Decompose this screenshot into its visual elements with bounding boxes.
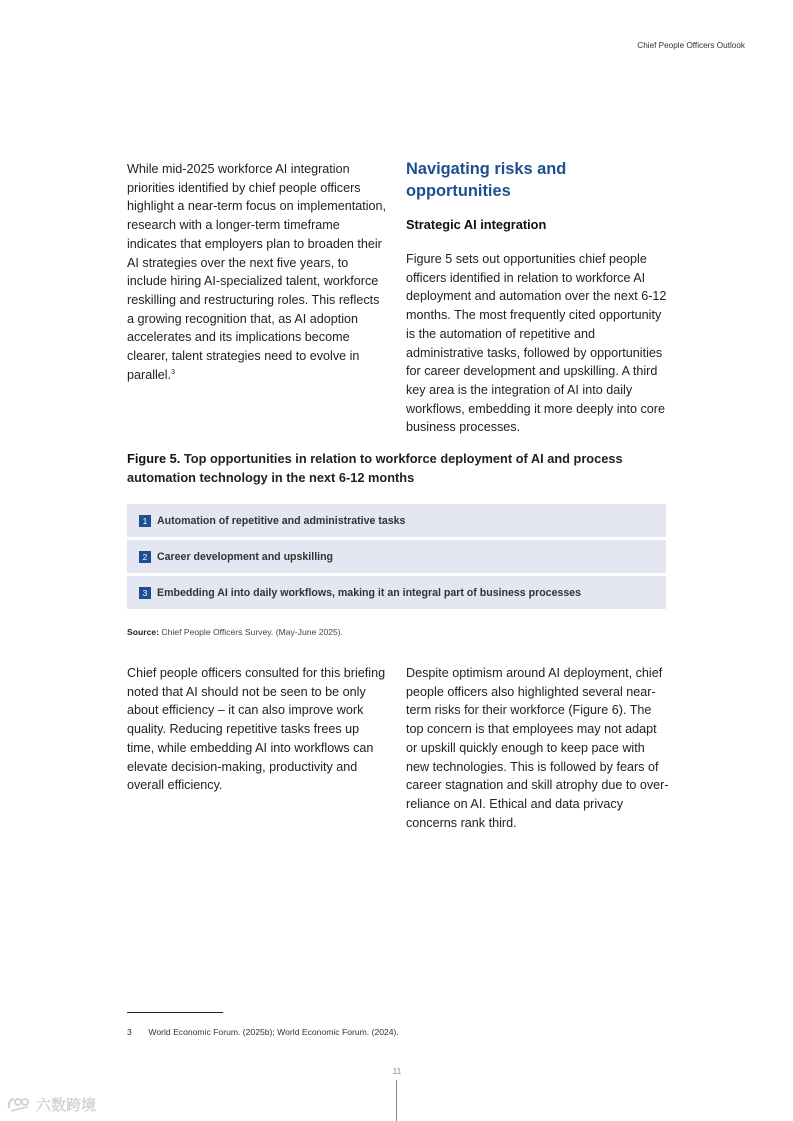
figure-source	[127, 627, 343, 637]
intro-left-column	[127, 160, 387, 384]
body-right-paragraph: Despite optimism around AI deployment, chief people officers also highlighted several near-term risks for their workforce (Figure 6). The top concern is that employees may not adapt or upskill quickly enough to keep pace with new technologies. This is followed by fears of career stagnation and skill atrophy due to over-reliance on AI. Ethical and data privacy concerns rank third.	[406, 666, 669, 830]
running-header-title: Chief People Officers Outlook	[637, 41, 745, 50]
figure-caption: Top opportunities in relation to workforce deployment of AI and process automation technology in the next 6-12 months	[127, 451, 623, 485]
figure-label: Figure 5.	[127, 451, 181, 466]
watermark-logo-icon	[6, 1096, 32, 1114]
intro-left-paragraph: While mid-2025 workforce AI integration priorities identified by chief people officers highlight a near-term focus on implementation, research with a longer-term timeframe indicates that employers plan to broaden their AI strategies over the next five years, to include hiring AI-specialized talent, workforce reskilling and restructuring roles. This reflects a growing recognition that, as AI adoption accelerates and its implications become clearer, talent strategies need to evolve in parallel.$^3$	[127, 162, 387, 382]
list-item	[127, 504, 666, 537]
opportunities-list	[127, 504, 666, 612]
intro-right-paragraph: Figure 5 sets out opportunities chief people officers identified in relation to workforce AI deployment and automation over the next 6-12 months. The most frequently cited opportunity is the automation of repetitive and administrative tasks, followed by opportunities for career development and upskilling. A third key area is the integration of AI into daily workflows, embedding it more deeply into core business processes.	[406, 252, 667, 435]
opportunity-label: Automation of repetitive and administrative tasks	[157, 514, 406, 527]
intro-right-column	[406, 158, 668, 437]
footnote-divider	[127, 1012, 223, 1013]
rank-badge: 1	[139, 515, 151, 527]
figure-title	[127, 449, 667, 487]
page-divider-line	[396, 1080, 397, 1121]
footnote-number: 3	[127, 1027, 132, 1037]
page-number: 11	[392, 1066, 402, 1076]
source-text: Chief People Officers Survey. (May-June 2025).	[161, 627, 344, 637]
watermark-text: 六数跨境	[36, 1097, 97, 1114]
footnote-text: World Economic Forum. (2025b); World Economic Forum. (2024).	[148, 1027, 399, 1037]
footnote-reference[interactable]: 3	[171, 368, 176, 376]
list-item	[127, 540, 666, 573]
body-left-column	[127, 664, 389, 795]
rank-badge: 2	[139, 551, 151, 563]
opportunity-label: Embedding AI into daily workflows, making it an integral part of business processes	[157, 586, 582, 599]
rank-badge: 3	[139, 587, 151, 599]
body-right-column	[406, 664, 670, 832]
watermark	[6, 1094, 96, 1115]
opportunity-label: Career development and upskilling	[157, 550, 334, 563]
list-item	[127, 576, 666, 609]
sub-heading: Strategic AI integration	[406, 217, 547, 232]
source-label: Source:	[127, 627, 159, 637]
footnote	[127, 1027, 399, 1037]
body-left-paragraph: Chief people officers consulted for this briefing noted that AI should not be seen to be only about efficiency – it can also improve work quality. Reducing repetitive tasks frees up time, while embedding AI into workflows can elevate decision-making, productivity and overall efficiency.	[127, 666, 386, 793]
section-heading: Navigating risks and opportunities	[406, 160, 567, 200]
